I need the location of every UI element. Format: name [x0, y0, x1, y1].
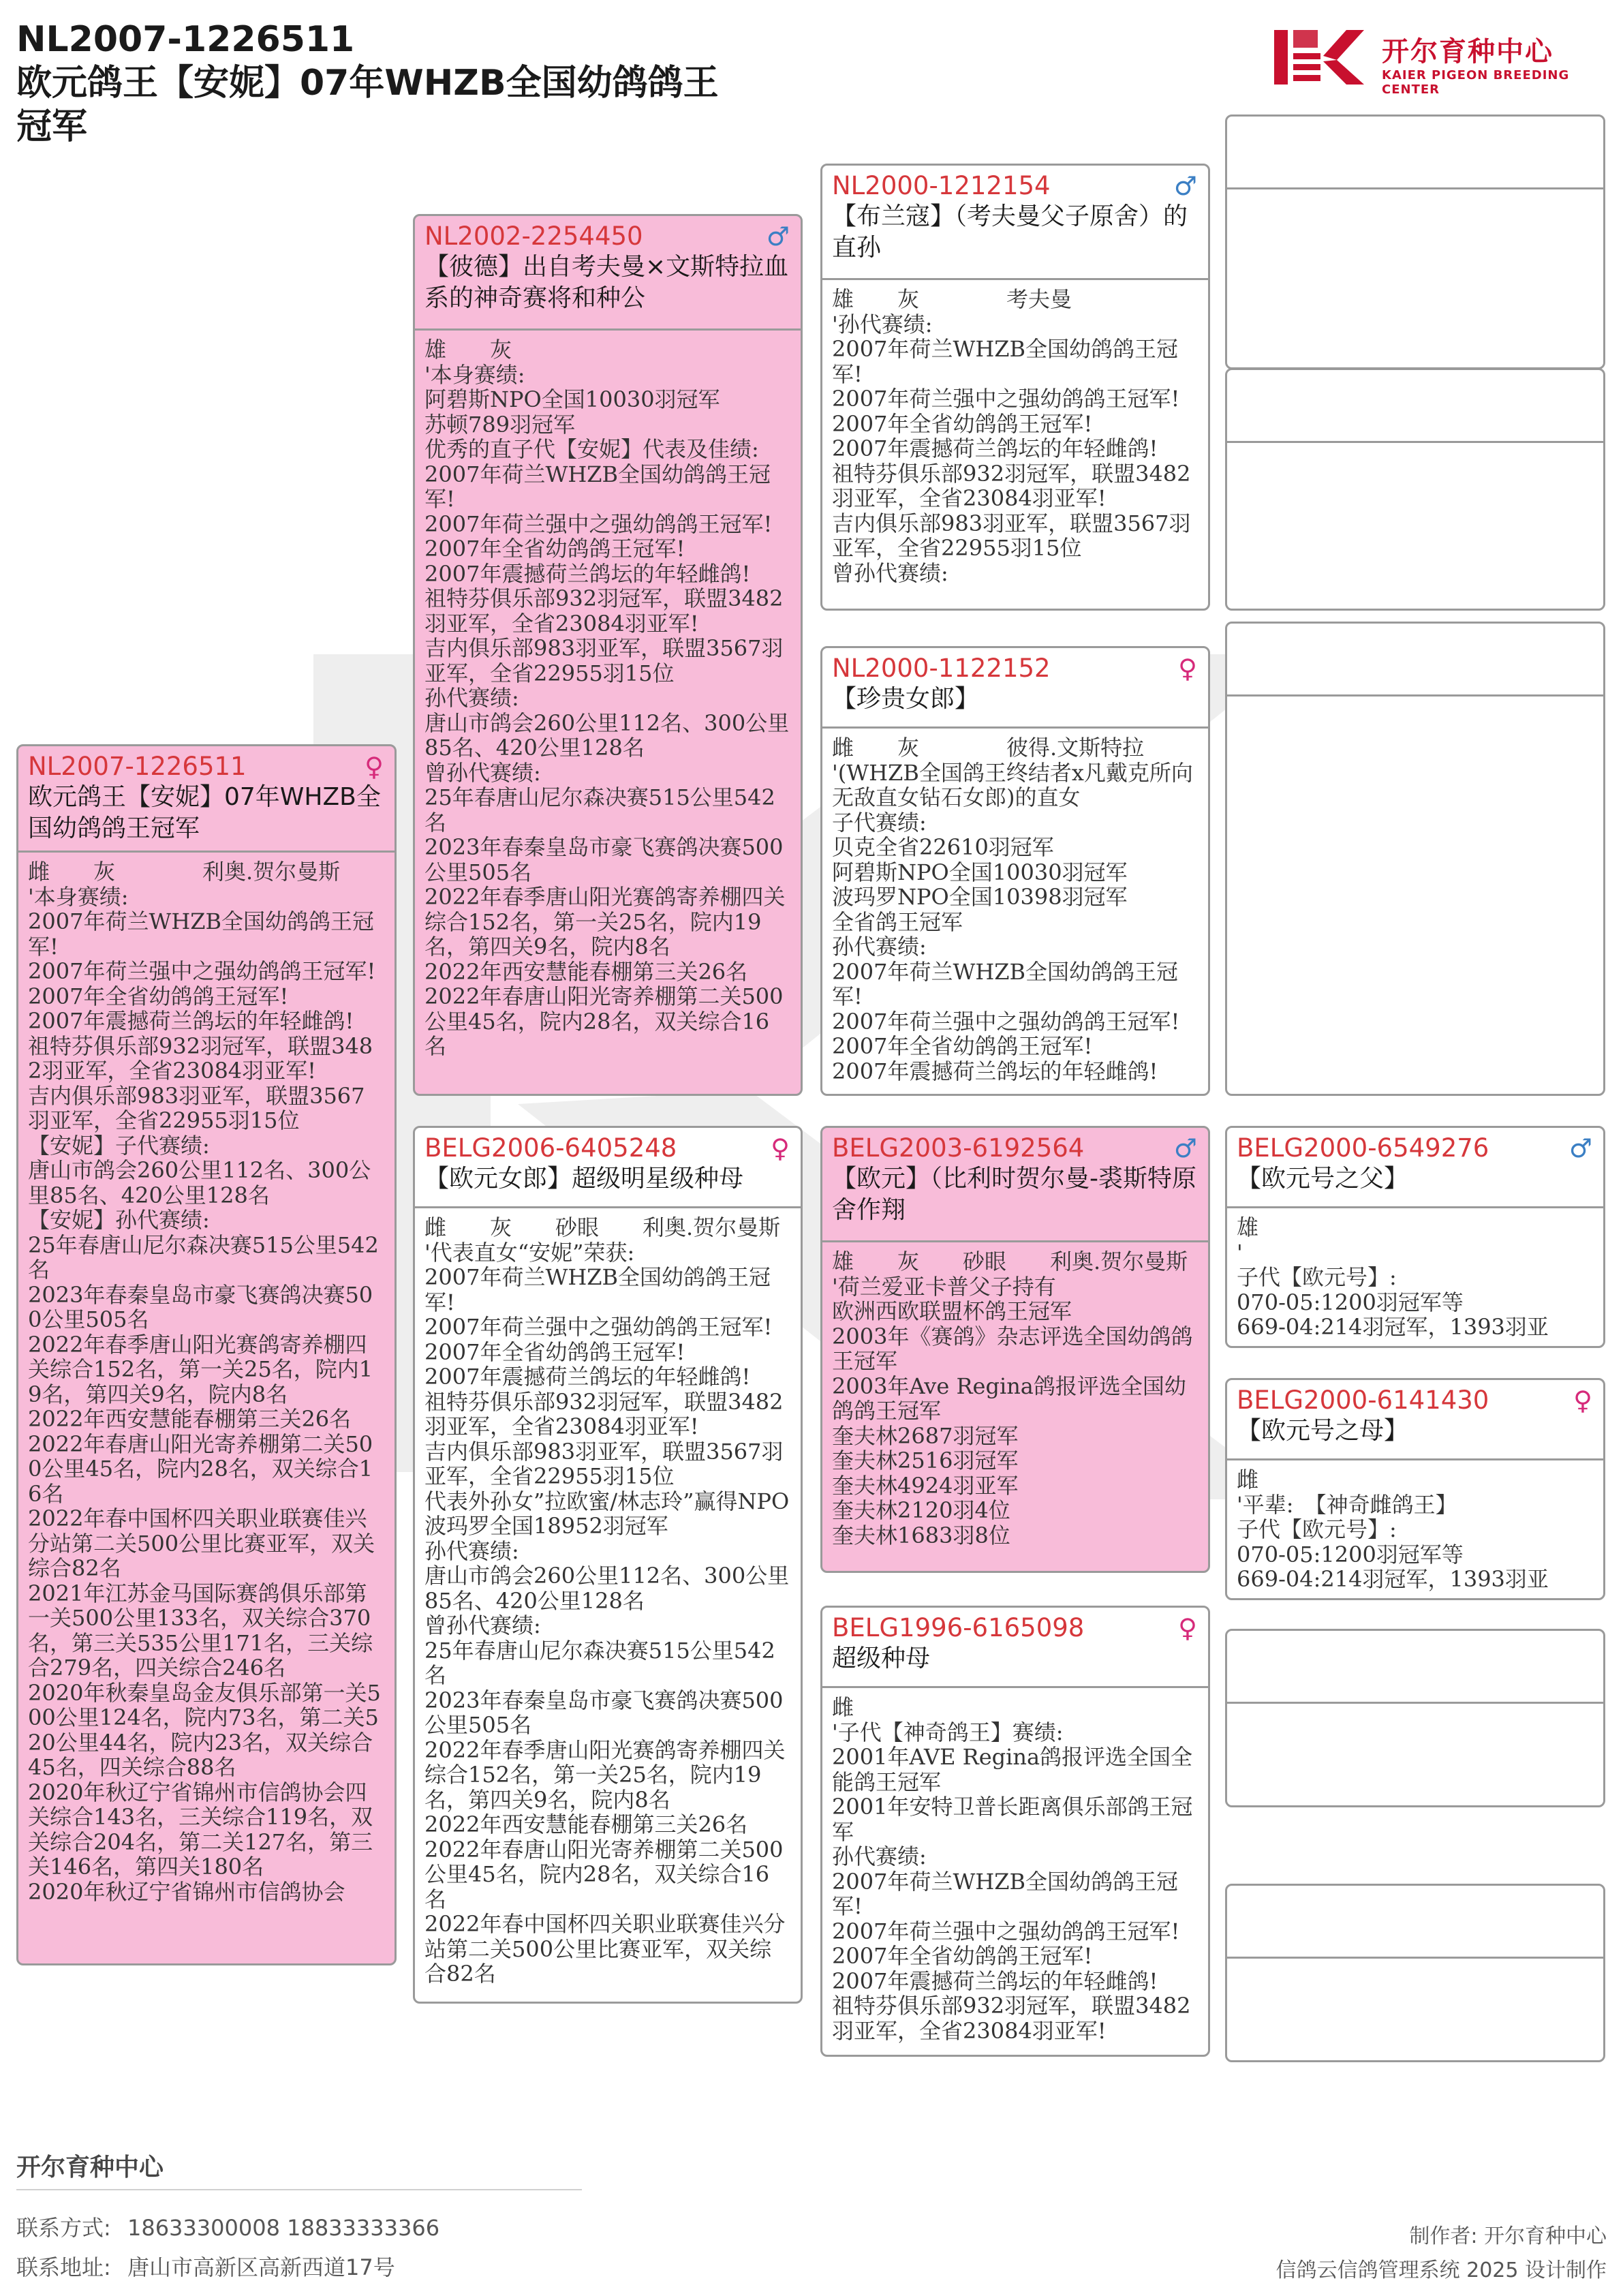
footer-divider [16, 2189, 582, 2190]
footer-system: 信鸽云信鸽管理系统 2025 设计制作 [1276, 2259, 1607, 2282]
empty-slot[interactable] [1225, 622, 1605, 1096]
pigeon-details: 雄 灰 '本身赛绩: 阿碧斯NPO全国10030羽冠军 苏顿789羽冠军 优秀的直子代【安妮】代表及佳绩: 2007年荷兰WHZB全国幼鸽鸽王冠军! 2007年荷兰强中之强幼鸽鸽王冠军! 2007年全省幼鸽鸽王冠军! 2007年震撼荷兰鸽坛的年轻雌鸽! 祖特芬俱乐部932羽冠军，联盟3482羽亚军，全省23084羽亚军! 吉内俱乐部983羽亚军，联盟3567羽亚军，全省22955羽15位 孙代赛绩: 唐山市鸽会260公里112名、300公里85名、420公里128名 曾孙代赛绩: 25年春唐山尼尔森决赛515公里542名 2023年春秦皇岛市豪飞赛鸽决赛500公里505名 2022年春季唐山阳光赛鸽寄养棚四关综合152名，第一关25名，院内19名，第四关9名，院内8名 2022年西安慧能春棚第三关26名 2022年春唐山阳光寄养棚第二关500公里45名，院内28名，双关综合16名 [424, 337, 790, 1059]
pigeon-name: 欧元鸽王【安妮】07年WHZB全国幼鸽鸽王冠军 [28, 783, 381, 842]
empty-slot[interactable] [1225, 1884, 1605, 2062]
pigeon-details: 雌 灰 彼得.文斯特拉 '(WHZB全国鸽王终结者x凡戴克所向无敌直女钻石女郎)的直女 子代赛绩: 贝克全省22610羽冠军 阿碧斯NPO全国10030羽冠军 波玛罗NPO全国10398羽冠军 全省鸽王冠军 孙代赛绩: 2007年荷兰WHZB全国幼鸽鸽王冠军! 2007年荷兰强中之强幼鸽鸽王冠军! 2007年全省幼鸽鸽王冠军! 2007年震撼荷兰鸽坛的年轻雌鸽! [832, 735, 1193, 1084]
card-header [822, 1128, 1208, 1242]
empty-slot[interactable] [1225, 368, 1605, 611]
contact-phone[interactable]: 18633300008 18833333366 [127, 2215, 440, 2241]
male-icon: ♂ [1173, 1133, 1197, 1163]
pigeon-details: 雄 ' 子代【欧元号】: 070-05:1200羽冠军等 669-04:214羽冠军，1393羽亚 [1237, 1214, 1549, 1340]
pedigree-card-dam[interactable] [413, 1126, 803, 2004]
ring-number: NL2000-1212154 [832, 171, 1051, 200]
footer-maker: 制作者: 开尔育种中心 [1409, 2224, 1607, 2248]
footer-contact [16, 2211, 439, 2242]
title-ring: NL2007-1226511 [16, 19, 355, 60]
footer-org: 开尔育种中心 [16, 2154, 164, 2182]
pigeon-details: 雄 灰 砂眼 利奥.贺尔曼斯 '荷兰爱亚卡普父子持有 欧洲西欧联盟杯鸽王冠军 2003年《赛鸽》杂志评选全国幼鸽鸽王冠军 2003年Ave Regina鸽报评选全国幼鸽鸽王冠军 奎夫林2687羽冠军 奎夫林2516羽冠军 奎夫林4924羽亚军 奎夫林2120羽4位 奎夫林1683羽8位 [832, 1249, 1193, 1548]
pigeon-name: 【欧元号之父】 [1237, 1165, 1409, 1193]
card-header [1227, 1128, 1603, 1208]
pigeon-name: 【欧元】（比利时贺尔曼-裘斯特原舍作翔 [832, 1165, 1196, 1224]
pigeon-details: 雄 灰 考夫曼 '孙代赛绩: 2007年荷兰WHZB全国幼鸽鸽王冠军! 2007年荷兰强中之强幼鸽鸽王冠军! 2007年全省幼鸽鸽王冠军! 2007年震撼荷兰鸽坛的年轻雌鸽! 祖特芬俱乐部932羽冠军，联盟3482羽亚军，全省23084羽亚军! 吉内俱乐部983羽亚军，联盟3567羽亚军，全省22955羽15位 曾孙代赛绩: [832, 286, 1191, 586]
kaier-logo [1273, 26, 1613, 97]
pedigree-card-dam-sire[interactable] [820, 1126, 1210, 1573]
pedigree-card-sire-dam[interactable] [820, 646, 1210, 1096]
address-label: 联系地址: [16, 2254, 111, 2280]
address-value: 唐山市高新区高新西道17号 [127, 2254, 395, 2280]
footer-address [16, 2250, 395, 2282]
card-header [415, 1128, 801, 1208]
card-header [822, 648, 1208, 729]
logo-name: 开尔育种中心 [1382, 36, 1554, 67]
ring-number: BELG1996-6165098 [832, 1613, 1085, 1642]
pigeon-details: 雌 '平辈: 【神奇雌鸽王】 子代【欧元号】: 070-05:1200羽冠军等 669-04:214羽冠军，1393羽亚 [1237, 1467, 1549, 1592]
pedigree-card-sire-sire[interactable] [820, 164, 1210, 611]
card-header [18, 746, 395, 853]
pedigree-card-sire[interactable] [413, 214, 803, 1096]
female-icon: ♀ [1178, 1613, 1197, 1643]
ring-number: BELG2003-6192564 [832, 1133, 1085, 1163]
empty-slot[interactable] [1225, 114, 1605, 369]
ring-number: BELG2006-6405248 [424, 1133, 677, 1163]
pigeon-name: 【欧元号之母】 [1237, 1417, 1409, 1445]
female-icon: ♀ [771, 1133, 790, 1163]
title-name: 欧元鸽王【安妮】07年WHZB全国幼鸽鸽王 [16, 63, 719, 104]
empty-slot[interactable] [1225, 1629, 1605, 1807]
ring-number: BELG2000-6141430 [1237, 1386, 1489, 1415]
female-icon: ♀ [1178, 654, 1197, 684]
pigeon-name: 【彼德】出自考夫曼×文斯特拉血系的神奇赛将和种公 [424, 253, 789, 312]
pigeon-details: 雌 灰 利奥.贺尔曼斯 '本身赛绩: 2007年荷兰WHZB全国幼鸽鸽王冠军! 2007年荷兰强中之强幼鸽鸽王冠军! 2007年全省幼鸽鸽王冠军! 2007年震撼荷兰鸽坛的年轻雌鸽! 祖特芬俱乐部932羽冠军，联盟3482羽亚军，全省23084羽亚军! 吉内俱乐部983羽亚军，联盟3567羽亚军，全省22955羽15位 【安妮】子代赛绩: 唐山市鸽会260公里112名、300公里85名、420公里128名 【安妮】孙代赛绩: 25年春唐山尼尔森决赛515公里542名 2023年春秦皇岛市豪飞赛鸽决赛500公里505名 2022年春季唐山阳光赛鸽寄养棚四关综合152名，第一关25名，院内19名，第四关9名，院内8名 2022年西安慧能春棚第三关26名 2022年春唐山阳光寄养棚第二关500公里45名，院内28名，双关综合16名 2022年春中国杯四关职业联赛佳兴分站第二关500公里比赛亚军，双关综合82名 2021年江苏金马国际赛鸽俱乐部第一关500公里133名，双关综合370名，第三关535公里171名，三关综合279名，四关综合246名 2020年秋秦皇岛金友俱乐部第一关500公里124名，院内73名，第二关520公里44名，院内23名，双关综合45名，四关综合88名 2020年秋辽宁省锦州市信鸽协会四关综合143名，三关综合119名，双关综合204名，第二关127名，第三关146名，第四关180名 2020年秋辽宁省锦州市信鸽协会 [28, 859, 381, 1905]
card-header [822, 1608, 1208, 1688]
male-icon: ♂ [1568, 1133, 1592, 1163]
male-icon: ♂ [766, 221, 790, 251]
pedigree-card-dam-dam[interactable] [820, 1606, 1210, 2057]
page-title [16, 18, 861, 149]
pigeon-name: 【珍贵女郎】 [832, 685, 980, 713]
pigeon-name: 超级种母 [832, 1644, 931, 1672]
ring-number: NL2002-2254450 [424, 221, 643, 251]
pedigree-card-dam-sire-dam[interactable] [1225, 1378, 1605, 1600]
pigeon-name: 【欧元女郎】超级明星级种母 [424, 1165, 744, 1193]
kaier-k-logo-icon [1273, 26, 1368, 87]
logo-subtitle: KAIER PIGEON BREEDING CENTER [1382, 68, 1570, 97]
pedigree-card-subject[interactable] [16, 744, 397, 1965]
pigeon-details: 雌 '子代【神奇鸽王】赛绩: 2001年AVE Regina鸽报评选全国全能鸽王冠军 2001年安特卫普长距离俱乐部鸽王冠军 孙代赛绩: 2007年荷兰WHZB全国幼鸽鸽王冠军! 2007年荷兰强中之强幼鸽鸽王冠军! 2007年全省幼鸽鸽王冠军! 2007年震撼荷兰鸽坛的年轻雌鸽! 祖特芬俱乐部932羽冠军，联盟3482羽亚军，全省23084羽亚军! [832, 1694, 1193, 2044]
contact-label: 联系方式: [16, 2215, 111, 2241]
pedigree-card-dam-sire-sire[interactable] [1225, 1126, 1605, 1348]
female-icon: ♀ [365, 752, 384, 782]
ring-number: NL2007-1226511 [28, 752, 247, 781]
female-icon: ♀ [1573, 1386, 1592, 1415]
pigeon-details: 雌 灰 砂眼 利奥.贺尔曼斯 '代表直女“安妮”荣获: 2007年荷兰WHZB全国幼鸽鸽王冠军! 2007年荷兰强中之强幼鸽鸽王冠军! 2007年全省幼鸽鸽王冠军! 2007年震撼荷兰鸽坛的年轻雌鸽! 祖特芬俱乐部932羽冠军，联盟3482羽亚军，全省23084羽亚军! 吉内俱乐部983羽亚军，联盟3567羽亚军，全省22955羽15位 代表外孙女”拉欧蜜/林志玲”赢得NPO波玛罗全国18952羽冠军 孙代赛绩: 唐山市鸽会260公里112名、300公里85名、420公里128名 曾孙代赛绩: 25年春唐山尼尔森决赛515公里542名 2023年春秦皇岛市豪飞赛鸽决赛500公里505名 2022年春季唐山阳光赛鸽寄养棚四关综合152名，第一关25名，院内19名，第四关9名，院内8名 2022年西安慧能春棚第三关26名 2022年春唐山阳光寄养棚第二关500公里45名，院内28名，双关综合16名 2022年春中国杯四关职业联赛佳兴分站第二关500公里比赛亚军，双关综合82名 [424, 1214, 790, 1987]
title-name-cont: 冠军 [16, 106, 88, 147]
ring-number: NL2000-1122152 [832, 654, 1051, 683]
pigeon-name: 【布兰寇】（考夫曼父子原舍）的直孙 [832, 202, 1188, 262]
ring-number: BELG2000-6549276 [1237, 1133, 1489, 1163]
card-header [415, 216, 801, 331]
card-header [822, 166, 1208, 280]
male-icon: ♂ [1173, 171, 1197, 201]
card-header [1227, 1380, 1603, 1460]
